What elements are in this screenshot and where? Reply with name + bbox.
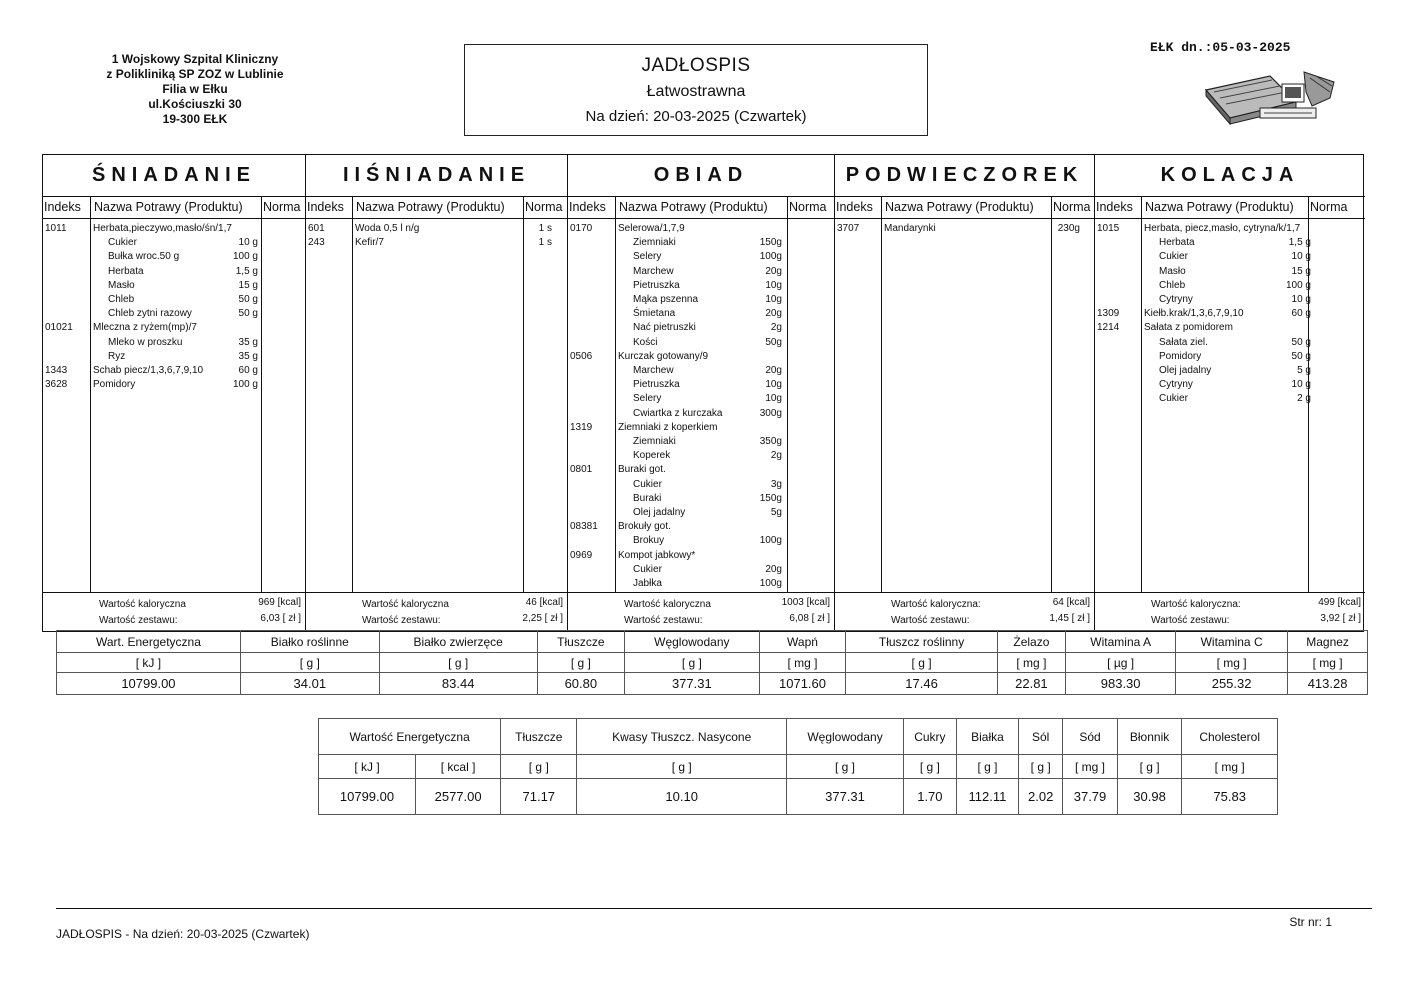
meal-column xyxy=(568,155,835,631)
cost-value: 2,25 [ zł ] xyxy=(522,613,563,624)
nutrient-unit: [ mg ] xyxy=(1182,755,1278,779)
column-header-norm: Norma xyxy=(525,200,563,214)
item-name: Brokuły got. xyxy=(618,521,671,533)
nutrient-unit: [ g ] xyxy=(625,653,759,673)
column-header-index: Indeks xyxy=(569,200,606,214)
column-header-row xyxy=(568,197,834,219)
hospital-line: Filia w Ełku xyxy=(162,82,228,96)
meal-summary xyxy=(835,593,1094,631)
item-name: Herbata xyxy=(108,265,144,277)
item-norm: 100g xyxy=(759,578,782,589)
item-name: Pomidory xyxy=(93,379,136,391)
cost-value: 1,45 [ zł ] xyxy=(1049,613,1090,624)
item-name: Mąka pszenna xyxy=(633,294,699,305)
item-norm: 20g xyxy=(765,265,782,277)
item-norm: 20g xyxy=(765,365,782,376)
item-name: Pietruszka xyxy=(633,279,680,291)
item-name: Selery xyxy=(633,251,662,263)
item-norm: 1,5 g xyxy=(1288,237,1311,249)
cost-label: Wartość zestawu: xyxy=(1151,615,1230,626)
nutrient-header: Węglowodany xyxy=(625,631,759,653)
nutrient-unit: [ kJ ] xyxy=(57,653,241,673)
nutrient-unit: [ g ] xyxy=(846,653,997,673)
kcal-label: Wartość kaloryczna xyxy=(99,599,186,610)
item-name: Selery xyxy=(633,393,662,405)
item-index: 08381 xyxy=(570,521,598,533)
column-header-name: Nazwa Potrawy (Produktu) xyxy=(885,200,1034,214)
nutrient-value: 10.10 xyxy=(577,779,787,815)
hospital-line: 1 Wojskowy Szpital Kliniczny xyxy=(111,52,279,66)
laptop-logo-icon xyxy=(1200,62,1340,128)
nutrient-header: Witamina A xyxy=(1066,631,1176,653)
item-name: Chleb xyxy=(108,294,135,305)
item-name: Cytryny xyxy=(1159,379,1193,391)
nutrient-value: 377.31 xyxy=(625,673,759,695)
column-header-name: Nazwa Potrawy (Produktu) xyxy=(619,200,768,214)
item-norm: 3g xyxy=(770,478,782,490)
nutrient-header: Magnez xyxy=(1288,631,1368,653)
nutrient-unit: [ mg ] xyxy=(997,653,1066,673)
item-index: 601 xyxy=(308,223,325,234)
nutrient-header: Wapń xyxy=(759,631,846,653)
item-norm: 10 g xyxy=(1291,379,1311,391)
item-index: 0506 xyxy=(570,350,593,362)
nutrient-unit: [ g ] xyxy=(537,653,625,673)
nutrient-header: Witamina C xyxy=(1176,631,1288,653)
item-norm: 15 g xyxy=(1291,265,1311,277)
nutrient-value: 983.30 xyxy=(1066,673,1176,695)
kcal-label: Wartość kaloryczna xyxy=(362,599,449,610)
item-name: Kiełb.krak/1,3,6,7,9,10 xyxy=(1144,308,1244,320)
cost-label: Wartość zestawu: xyxy=(99,615,178,626)
nutrient-header: Kwasy Tłuszcz. Nasycone xyxy=(577,719,787,755)
issue-date: EŁK dn.:05-03-2025 xyxy=(1150,40,1291,55)
kcal-value: 499 [kcal] xyxy=(1318,597,1361,608)
item-name: Herbata xyxy=(1159,237,1195,249)
nutrient-value: 75.83 xyxy=(1182,779,1278,815)
nutrient-header: Białka xyxy=(956,719,1018,755)
item-index: 3628 xyxy=(45,379,68,391)
item-norm: 100 g xyxy=(1285,279,1311,291)
meal-title: ŚNIADANIE xyxy=(43,155,305,197)
item-name: Schab piecz/1,3,6,7,9,10 xyxy=(93,365,204,376)
item-norm: 60 g xyxy=(1291,308,1311,320)
nutrient-value: 112.11 xyxy=(956,779,1018,815)
cost-label: Wartość zestawu: xyxy=(891,615,970,626)
nutrient-value: 83.44 xyxy=(379,673,537,695)
nutrient-unit: [ mg ] xyxy=(1176,653,1288,673)
nutrient-value: 2.02 xyxy=(1019,779,1063,815)
nutrient-value: 10799.00 xyxy=(319,779,416,815)
column-header-index: Indeks xyxy=(307,200,344,214)
column-header-row xyxy=(43,197,305,219)
item-norm: 100g xyxy=(759,251,782,263)
item-norm: 2 g xyxy=(1297,393,1311,405)
nutrient-unit: [ kcal ] xyxy=(416,755,501,779)
nutrient-unit: [ g ] xyxy=(577,755,787,779)
item-index: 1343 xyxy=(45,365,68,376)
nutrient-header: Cholesterol xyxy=(1182,719,1278,755)
item-name: Cukier xyxy=(1159,251,1188,263)
item-name: Masło xyxy=(1159,265,1186,277)
item-name: Marchew xyxy=(633,365,674,376)
nutrient-header: Wart. Energetyczna xyxy=(57,631,241,653)
item-index: 1319 xyxy=(570,421,593,433)
nutrient-unit: [ mg ] xyxy=(1063,755,1118,779)
item-name: Chleb zytni razowy xyxy=(108,308,192,320)
item-norm: 350g xyxy=(759,436,782,447)
column-header-norm: Norma xyxy=(1310,200,1348,214)
kcal-label: Wartość kaloryczna: xyxy=(1151,599,1241,610)
meal-title: OBIAD xyxy=(568,155,834,197)
item-name: Sałata ziel. xyxy=(1159,336,1208,348)
meal-column xyxy=(306,155,568,631)
hospital-address xyxy=(70,52,320,127)
nutrient-header: Cukry xyxy=(903,719,956,755)
nutrient-unit: [ g ] xyxy=(903,755,956,779)
item-name: Śmietana xyxy=(633,308,676,320)
item-name: Woda 0,5 l n/g xyxy=(355,223,420,234)
item-norm: 300g xyxy=(759,407,782,419)
item-index: 0170 xyxy=(570,223,593,234)
hospital-line: ul.Kościuszki 30 xyxy=(148,97,242,111)
item-norm: 100 g xyxy=(232,251,258,263)
cost-label: Wartość zestawu: xyxy=(362,615,441,626)
item-norm: 2g xyxy=(770,322,782,334)
nutrient-value: 37.79 xyxy=(1063,779,1118,815)
nutrition-table-1 xyxy=(56,630,1368,695)
item-name: Olej jadalny xyxy=(633,507,686,518)
meal-summary xyxy=(306,593,567,631)
item-name: Cukier xyxy=(108,237,137,249)
item-index: 0969 xyxy=(570,549,593,561)
page-footer xyxy=(56,908,1372,941)
title-box xyxy=(464,44,928,136)
column-header-index: Indeks xyxy=(44,200,81,214)
nutrient-unit: [ g ] xyxy=(787,755,904,779)
menu-table xyxy=(42,154,1364,632)
item-name: Mleczna z ryżem(mp)/7 xyxy=(93,322,197,334)
item-name: Masło xyxy=(108,279,135,291)
item-name: Nać pietruszki xyxy=(633,322,696,334)
nutrient-value: 60.80 xyxy=(537,673,625,695)
nutrient-value: 2577.00 xyxy=(416,779,501,815)
item-norm: 10g xyxy=(765,379,782,391)
nutrient-value: 34.01 xyxy=(240,673,379,695)
item-norm: 35 g xyxy=(238,336,258,348)
nutrient-unit: [ mg ] xyxy=(759,653,846,673)
item-norm: 20g xyxy=(765,563,782,575)
nutrient-value: 255.32 xyxy=(1176,673,1288,695)
column-header-name: Nazwa Potrawy (Produktu) xyxy=(356,200,505,214)
column-header-norm: Norma xyxy=(263,200,301,214)
item-index: 1011 xyxy=(45,223,67,234)
column-header-name: Nazwa Potrawy (Produktu) xyxy=(94,200,243,214)
item-norm: 50 g xyxy=(238,294,258,305)
item-norm: 100g xyxy=(759,535,782,547)
nutrient-unit: [ µg ] xyxy=(1066,653,1176,673)
item-name: Sałata z pomidorem xyxy=(1144,322,1233,334)
item-name: Herbata, piecz,masło, cytryna/k/1,7 xyxy=(1144,223,1301,234)
item-name: Koperek xyxy=(633,450,671,462)
nutrient-value: 71.17 xyxy=(501,779,577,815)
item-name: Selerowa/1,7,9 xyxy=(618,223,685,234)
item-name: Cwiartka z kurczaka xyxy=(633,407,723,419)
item-norm: 50 g xyxy=(238,308,258,320)
nutrient-value: 30.98 xyxy=(1117,779,1182,815)
nutrient-unit: [ g ] xyxy=(1117,755,1182,779)
page-number: Str nr: 1 xyxy=(1289,915,1332,929)
item-name: Pietruszka xyxy=(633,379,680,391)
nutrient-header: Węglowodany xyxy=(787,719,904,755)
item-norm: 5g xyxy=(770,507,782,518)
item-norm: 10g xyxy=(765,279,782,291)
column-header-row xyxy=(835,197,1094,219)
nutrient-header: Białko roślinne xyxy=(240,631,379,653)
nutrient-value: 10799.00 xyxy=(57,673,241,695)
item-name: Ziemniaki xyxy=(633,436,676,447)
item-norm: 5 g xyxy=(1297,365,1311,376)
item-norm: 60 g xyxy=(238,365,258,376)
item-norm: 50g xyxy=(765,336,782,348)
item-norm: 10 g xyxy=(1291,294,1311,305)
nutrient-header: Białko zwierzęce xyxy=(379,631,537,653)
item-index: 1309 xyxy=(1097,308,1120,320)
meal-column xyxy=(835,155,1095,631)
item-norm: 150g xyxy=(759,237,782,249)
item-norm: 20g xyxy=(765,308,782,320)
nutrient-header: Tłuszcz roślinny xyxy=(846,631,997,653)
page-title: JADŁOSPIS xyxy=(641,55,751,76)
item-name: Marchew xyxy=(633,265,674,277)
column-header-index: Indeks xyxy=(1096,200,1133,214)
kcal-value: 46 [kcal] xyxy=(525,597,563,608)
nutrient-unit: [ kJ ] xyxy=(319,755,416,779)
footer-date: JADŁOSPIS - Na dzień: 20-03-2025 (Czwartek) xyxy=(56,927,310,941)
item-norm: 10 g xyxy=(1291,251,1311,263)
item-name: Pomidory xyxy=(1159,350,1202,362)
kcal-label: Wartość kaloryczna: xyxy=(891,599,981,610)
item-norm: 10g xyxy=(765,294,782,305)
item-norm: 10 g xyxy=(238,237,258,249)
item-index: 3707 xyxy=(837,223,860,234)
column-header-norm: Norma xyxy=(1053,200,1091,214)
nutrient-header: Sól xyxy=(1019,719,1063,755)
item-name: Brokuy xyxy=(633,535,665,547)
item-index: 01021 xyxy=(45,322,73,334)
item-name: Ryz xyxy=(108,350,126,362)
nutrient-header: Tłuszcze xyxy=(501,719,577,755)
item-name: Cytryny xyxy=(1159,294,1193,305)
meal-column xyxy=(43,155,306,631)
item-name: Kurczak gotowany/9 xyxy=(618,350,709,362)
nutrient-unit: [ g ] xyxy=(379,653,537,673)
nutrient-value: 17.46 xyxy=(846,673,997,695)
hospital-line: 19-300 EŁK xyxy=(162,112,228,126)
item-name: Jabłka xyxy=(633,578,662,589)
nutrient-value: 413.28 xyxy=(1288,673,1368,695)
meal-summary xyxy=(43,593,305,631)
item-name: Bułka wroc.50 g xyxy=(108,251,180,263)
item-norm: 50 g xyxy=(1291,350,1311,362)
cost-value: 6,08 [ zł ] xyxy=(789,613,830,624)
nutrient-header: Tłuszcze xyxy=(537,631,625,653)
meal-title: KOLACJA xyxy=(1095,155,1365,197)
meal-column xyxy=(1095,155,1365,631)
item-name: Cukier xyxy=(633,563,662,575)
item-norm: 100 g xyxy=(232,379,258,391)
nutrient-value: 377.31 xyxy=(787,779,904,815)
meal-summary xyxy=(1095,593,1365,631)
nutrient-value: 1.70 xyxy=(903,779,956,815)
nutrient-header: Błonnik xyxy=(1117,719,1182,755)
item-norm: 35 g xyxy=(238,350,258,362)
nutrient-header: Sód xyxy=(1063,719,1118,755)
item-index: 243 xyxy=(308,237,325,249)
item-name: Buraki xyxy=(633,492,662,504)
nutrient-unit: [ g ] xyxy=(956,755,1018,779)
nutrient-unit: [ g ] xyxy=(1019,755,1063,779)
nutrient-unit: [ g ] xyxy=(240,653,379,673)
item-norm: 50 g xyxy=(1291,336,1311,348)
column-header-name: Nazwa Potrawy (Produktu) xyxy=(1145,200,1294,214)
item-norm: 1,5 g xyxy=(235,265,258,277)
column-header-row xyxy=(306,197,567,219)
cost-value: 6,03 [ zł ] xyxy=(260,613,301,624)
meal-title: IIŚNIADANIE xyxy=(306,155,567,197)
item-name: Kości xyxy=(633,336,658,348)
item-name: Cukier xyxy=(633,478,662,490)
nutrient-header: Wartość Energetyczna xyxy=(319,719,501,755)
item-index: 0801 xyxy=(570,464,593,476)
item-name: Olej jadalny xyxy=(1159,365,1212,376)
item-norm: 1 s xyxy=(538,237,552,249)
item-name: Kompot jabkowy* xyxy=(618,549,696,561)
item-name: Mleko w proszku xyxy=(108,336,183,348)
nutrition-table-2 xyxy=(318,718,1278,815)
column-header-norm: Norma xyxy=(789,200,827,214)
item-name: Chleb xyxy=(1159,279,1186,291)
kcal-value: 969 [kcal] xyxy=(258,597,301,608)
nutrient-value: 1071.60 xyxy=(759,673,846,695)
item-norm: 150g xyxy=(759,492,782,504)
item-name: Kefir/7 xyxy=(355,237,384,249)
item-name: Ziemniaki xyxy=(633,237,676,249)
nutrient-unit: [ g ] xyxy=(501,755,577,779)
cost-label: Wartość zestawu: xyxy=(624,615,703,626)
item-name: Ziemniaki z koperkiem xyxy=(618,421,718,433)
item-norm: 10g xyxy=(765,393,782,405)
nutrient-value: 22.81 xyxy=(997,673,1066,695)
item-index: 1015 xyxy=(1097,223,1120,234)
cost-value: 3,92 [ zł ] xyxy=(1320,613,1361,624)
nutrient-header: Żelazo xyxy=(997,631,1066,653)
kcal-value: 64 [kcal] xyxy=(1052,597,1090,608)
item-norm: 230g xyxy=(1057,223,1080,234)
nutrient-unit: [ mg ] xyxy=(1288,653,1368,673)
kcal-label: Wartość kaloryczna xyxy=(624,599,711,610)
column-header-index: Indeks xyxy=(836,200,873,214)
item-norm: 15 g xyxy=(238,279,258,291)
menu-date: Na dzień: 20-03-2025 (Czwartek) xyxy=(585,108,807,125)
hospital-line: z Polikliniką SP ZOZ w Lublinie xyxy=(106,67,284,81)
column-header-row xyxy=(1095,197,1365,219)
item-norm: 1 s xyxy=(538,223,552,234)
meal-title: PODWIECZOREK xyxy=(835,155,1094,197)
kcal-value: 1003 [kcal] xyxy=(781,597,830,608)
item-name: Cukier xyxy=(1159,393,1188,405)
diet-name: Łatwostrawna xyxy=(646,83,746,100)
item-name: Herbata,pieczywo,masło/śn/1,7 xyxy=(93,223,232,234)
item-name: Mandarynki xyxy=(884,223,936,234)
item-index: 1214 xyxy=(1097,322,1120,334)
item-norm: 2g xyxy=(770,450,782,462)
meal-summary xyxy=(568,593,834,631)
item-name: Buraki got. xyxy=(618,464,666,476)
